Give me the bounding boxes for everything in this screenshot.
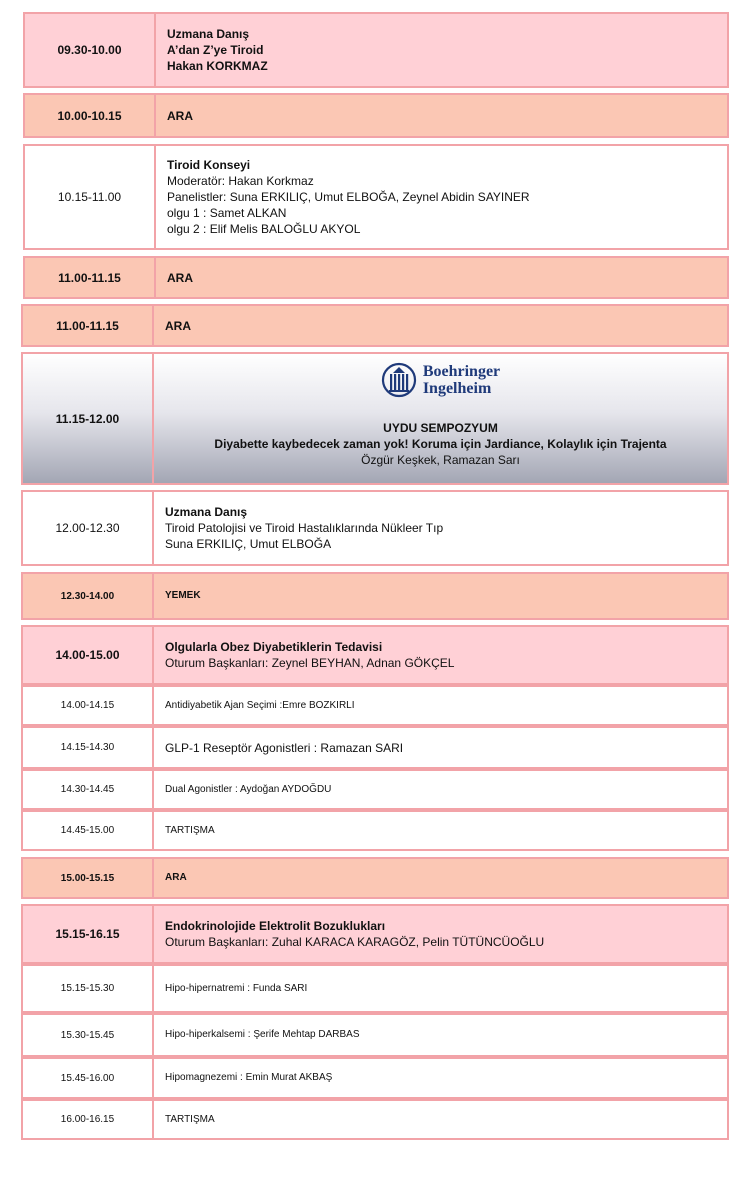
session-time: 09.30-10.00 (25, 14, 156, 86)
session-topic: Diyabette kaybedecek zaman yok! Koruma için Jardiance, Kolaylık için Trajenta (214, 437, 667, 451)
session-title: Uzmana Danış (167, 27, 250, 41)
session-case-1: olgu 1 : Samet ALKAN (167, 206, 287, 220)
talk-row (21, 1013, 729, 1057)
session-content (154, 492, 727, 564)
session-time: 10.15-11.00 (25, 146, 156, 248)
session-case-2: olgu 2 : Elif Melis BALOĞLU AKYOL (167, 222, 361, 236)
talk-row (21, 964, 729, 1013)
session-time: 14.15-14.30 (23, 728, 154, 767)
session-speaker: Hakan KORKMAZ (167, 59, 268, 73)
session-time: 12.30-14.00 (23, 574, 154, 618)
talk-text: Hipo-hiperkalsemi : Şerife Mehtap DARBAS (165, 1029, 360, 1040)
break-label: ARA (165, 318, 191, 333)
session-time: 14.00-15.00 (23, 627, 154, 683)
talk-text: Hipomagnezemi : Emin Murat AKBAŞ (165, 1072, 333, 1083)
break-label: YEMEK (165, 590, 201, 601)
session-time: 14.45-15.00 (23, 812, 154, 849)
session-time: 11.15-12.00 (23, 354, 154, 483)
session-time: 15.15-16.15 (23, 906, 154, 962)
session-time: 15.30-15.45 (23, 1015, 154, 1055)
session-row (23, 144, 729, 250)
sponsor-logo (381, 362, 500, 398)
session-time: 11.00-11.15 (25, 258, 156, 297)
session-content (154, 627, 727, 683)
break-label: ARA (167, 108, 193, 123)
talk-text: TARTIŞMA (165, 1113, 215, 1125)
session-time: 11.00-11.15 (23, 306, 154, 345)
break-label: ARA (165, 872, 187, 883)
talk-row (21, 685, 729, 726)
session-row (21, 904, 729, 964)
session-time: 10.00-10.15 (25, 95, 156, 136)
session-title: UYDU SEMPOZYUM (383, 421, 498, 435)
talk-row (21, 1057, 729, 1099)
session-time: 15.15-15.30 (23, 966, 154, 1011)
sponsor-logo-line-1: Boehringer (422, 363, 501, 380)
break-row (21, 572, 729, 620)
session-title: Tiroid Konseyi (167, 158, 251, 172)
session-content (156, 146, 727, 248)
session-content (156, 14, 727, 86)
session-time: 14.30-14.45 (23, 771, 154, 808)
sponsored-session-row (21, 352, 729, 485)
session-time: 16.00-16.15 (23, 1101, 154, 1138)
break-row (21, 857, 729, 899)
talk-text: GLP-1 Reseptör Agonistleri : Ramazan SARI (165, 740, 404, 755)
session-topic: Tiroid Patolojisi ve Tiroid Hastalıklarında Nükleer Tıp (165, 521, 444, 535)
sponsor-logo-line-2: Ingelheim (422, 380, 492, 397)
session-row (23, 12, 729, 88)
session-panelists: Panelistler: Suna ERKILIÇ, Umut ELBOĞA, Zeynel Abidin SAYINER (167, 190, 530, 204)
talk-text: Hipo-hipernatremi : Funda SARI (165, 982, 308, 994)
talk-row (21, 769, 729, 810)
talk-row (21, 1099, 729, 1140)
session-content (154, 354, 727, 483)
talk-row (21, 726, 729, 769)
break-row (23, 93, 729, 138)
session-time: 12.00-12.30 (23, 492, 154, 564)
session-time: 15.00-15.15 (23, 859, 154, 897)
session-topic: A’dan Z’ye Tiroid (167, 43, 264, 57)
talk-text: TARTIŞMA (165, 824, 215, 836)
session-row (21, 625, 729, 685)
break-row (23, 256, 729, 299)
session-content (154, 906, 727, 962)
session-speakers: Suna ERKILIÇ, Umut ELBOĞA (165, 537, 332, 551)
session-moderator: Moderatör: Hakan Korkmaz (167, 174, 314, 188)
talk-row (21, 810, 729, 851)
session-title: Uzmana Danış (165, 505, 248, 519)
talk-text: Antidiyabetik Ajan Seçimi :Emre BOZKIRLI (165, 699, 355, 711)
session-time: 15.45-16.00 (23, 1059, 154, 1097)
talk-text: Dual Agonistler : Aydoğan AYDOĞDU (165, 783, 332, 795)
session-speakers: Özgür Keşkek, Ramazan Sarı (361, 453, 520, 467)
sponsor-logo-text (423, 363, 500, 397)
break-row (21, 304, 729, 347)
session-chairs: Oturum Başkanları: Zuhal KARACA KARAGÖZ, Pelin TÜTÜNCÜOĞLU (165, 935, 545, 949)
session-title: Endokrinolojide Elektrolit Bozuklukları (165, 919, 386, 933)
session-time: 14.00-14.15 (23, 687, 154, 724)
session-title: Olgularla Obez Diyabetiklerin Tedavisi (165, 640, 383, 654)
boehringer-ingelheim-logo-icon (381, 362, 417, 398)
session-row (21, 490, 729, 566)
break-label: ARA (167, 270, 193, 285)
session-chairs: Oturum Başkanları: Zeynel BEYHAN, Adnan GÖKÇEL (165, 656, 455, 670)
